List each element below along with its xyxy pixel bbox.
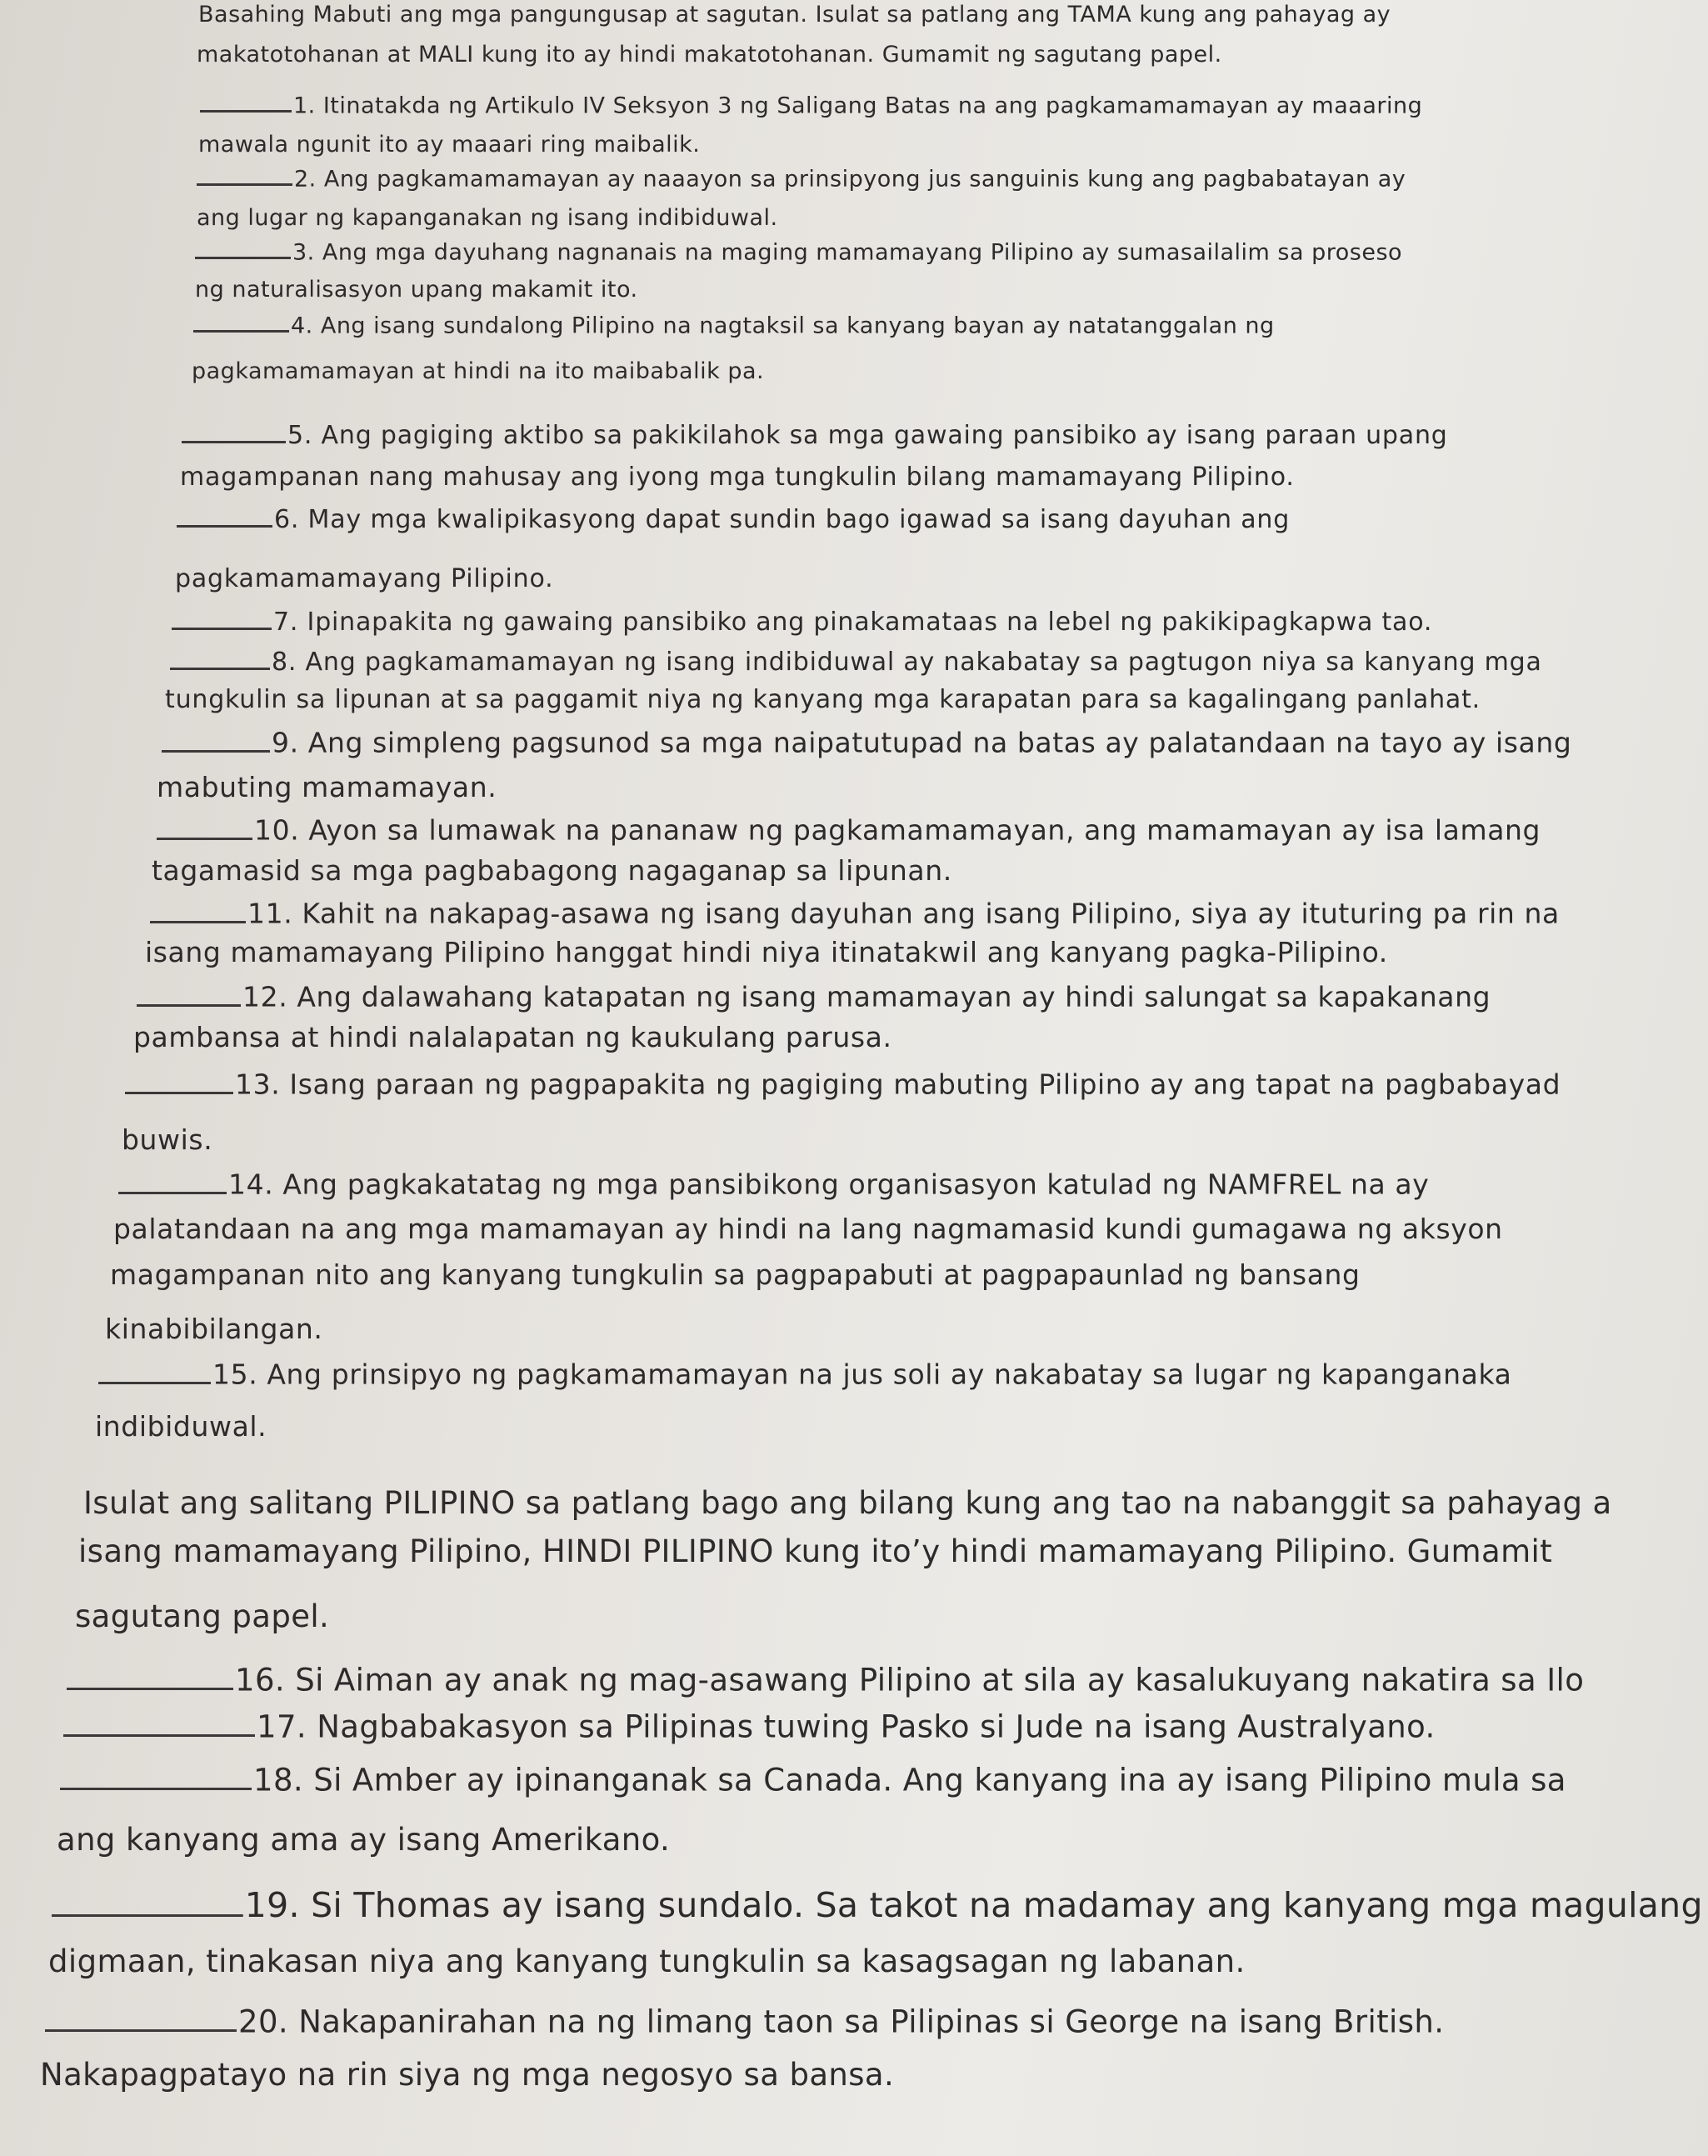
answer-blank-2[interactable] xyxy=(197,163,292,186)
item-5-line-2: magampanan nang mahusay ang iyong mga tungkulin bilang mamamayang Pilipino. xyxy=(180,463,1295,492)
instructions-line-2: makatotohanan at MALI kung ito ay hindi makatotohanan. Gumamit ng sagutang papel. xyxy=(197,42,1222,68)
instructions-line-1: Basahing Mabuti ang mga pangungusap at sagutan. Isulat sa patlang ang TAMA kung ang pahayag ay xyxy=(198,2,1391,28)
item-12-line-2: pambansa at hindi nalalapatan ng kaukulang parusa. xyxy=(133,1021,892,1053)
item-9-line-1: 9. Ang simpleng pagsunod sa mga naipatutupad na batas ay palatandaan na tayo ay isang xyxy=(162,725,1571,759)
answer-blank-8[interactable] xyxy=(170,645,270,670)
item-3-line-1: 3. Ang mga dayuhang nagnanais na maging mamamayang Pilipino ay sumasailalim sa proseso xyxy=(195,237,1402,265)
answer-blank-6[interactable] xyxy=(177,503,272,528)
answer-blank-3[interactable] xyxy=(195,237,291,259)
instructions-2-line-3: sagutang papel. xyxy=(75,1598,330,1634)
item-12-line-1: 12. Ang dalawahang katapatan ng isang mamamayan ay hindi salungat sa kapakanang xyxy=(137,979,1491,1013)
answer-blank-16[interactable] xyxy=(67,1660,233,1690)
answer-blank-9[interactable] xyxy=(162,725,270,753)
item-17-line-1: 17. Nagbabakasyon sa Pilipinas tuwing Pasko si Jude na isang Australyano. xyxy=(63,1707,1436,1744)
answer-blank-13[interactable] xyxy=(125,1067,233,1094)
item-14-line-1: 14. Ang pagkakatatag ng mga pansibikong organisasyon katulad ng NAMFREL na ay xyxy=(118,1167,1429,1201)
item-13-line-2: buwis. xyxy=(122,1123,213,1156)
item-14-line-4: kinabibilangan. xyxy=(105,1313,323,1345)
item-15-line-1: 15. Ang prinsipyo ng pagkamamamayan na jus soli ay nakabatay sa lugar ng kapanganaka xyxy=(98,1357,1511,1391)
answer-blank-11[interactable] xyxy=(150,896,246,923)
answer-blank-14[interactable] xyxy=(118,1167,227,1194)
item-2-line-2: ang lugar ng kapanganakan ng isang indibiduwal. xyxy=(197,205,778,231)
answer-blank-19[interactable] xyxy=(52,1883,243,1917)
item-18-line-1: 18. Si Amber ay ipinanganak sa Canada. Ang kanyang ina ay isang Pilipino mula sa xyxy=(60,1760,1566,1798)
item-18-line-2: ang kanyang ama ay isang Amerikano. xyxy=(57,1822,671,1858)
item-6-line-1: 6. May mga kwalipikasyong dapat sundin bago igawad sa isang dayuhan ang xyxy=(177,503,1290,534)
item-15-line-2: indibiduwal. xyxy=(95,1410,267,1443)
item-3-line-2: ng naturalisasyon upang makamit ito. xyxy=(195,277,638,303)
answer-blank-7[interactable] xyxy=(172,605,272,630)
answer-blank-5[interactable] xyxy=(182,418,286,443)
item-19-line-1: 19. Si Thomas ay isang sundalo. Sa takot na madamay ang kanyang mga magulang xyxy=(52,1883,1703,1925)
instructions-2-line-1: Isulat ang salitang PILIPINO sa patlang bago ang bilang kung ang tao na nabanggit sa pahayag a xyxy=(83,1485,1612,1521)
item-8-line-2: tungkulin sa lipunan at sa paggamit niya ng kanyang mga karapatan para sa kagalingang panlahat. xyxy=(165,685,1481,714)
item-14-line-3: magampanan nito ang kanyang tungkulin sa pagpapabuti at pagpapaunlad ng bansang xyxy=(110,1258,1361,1291)
item-10-line-1: 10. Ayon sa lumawak na pananaw ng pagkamamamayan, ang mamamayan ay isa lamang xyxy=(157,813,1541,847)
item-8-line-1: 8. Ang pagkamamamayan ng isang indibiduwal ay nakabatay sa pagtugon niya sa kanyang mga xyxy=(170,645,1542,677)
item-13-line-1: 13. Isang paraan ng pagpapakita ng pagiging mabuting Pilipino ay ang tapat na pagbabayad xyxy=(125,1067,1561,1101)
instructions-2-line-2: isang mamamayang Pilipino, HINDI PILIPINO kung ito’y hindi mamamayang Pilipino. Gumamit xyxy=(78,1533,1553,1569)
answer-blank-12[interactable] xyxy=(137,979,241,1007)
answer-blank-10[interactable] xyxy=(157,813,252,840)
item-1-line-1: 1. Itinatakda ng Artikulo IV Seksyon 3 ng Saligang Batas na ang pagkamamamayan ay maaaring xyxy=(200,90,1422,118)
item-5-line-1: 5. Ang pagiging aktibo sa pakikilahok sa mga gawaing pansibiko ay isang paraan upang xyxy=(182,418,1448,450)
item-20-line-2: Nakapagpatayo na rin siya ng mga negosyo sa bansa. xyxy=(40,2057,895,2093)
item-16-line-1: 16. Si Aiman ay anak ng mag-asawang Pilipino at sila ay kasalukuyang nakatira sa Ilo xyxy=(67,1660,1584,1698)
answer-blank-20[interactable] xyxy=(45,2002,237,2032)
item-6-line-2: pagkamamamayang Pilipino. xyxy=(175,564,554,593)
item-20-line-1: 20. Nakapanirahan na ng limang taon sa Pilipinas si George na isang British. xyxy=(45,2002,1444,2039)
item-11-line-2: isang mamamayang Pilipino hanggat hindi niya itinatakwil ang kanyang pagka-Pilipino. xyxy=(145,936,1388,968)
answer-blank-1[interactable] xyxy=(200,90,292,113)
answer-blank-18[interactable] xyxy=(60,1760,252,1790)
item-19-line-2: digmaan, tinakasan niya ang kanyang tungkulin sa kasagsagan ng labanan. xyxy=(48,1943,1246,1979)
answer-blank-4[interactable] xyxy=(193,310,289,333)
item-2-line-1: 2. Ang pagkamamamayan ay naaayon sa prinsipyong jus sanguinis kung ang pagbabatayan ay xyxy=(197,163,1406,192)
item-4-line-2: pagkamamamayan at hindi na ito maibabalik pa. xyxy=(192,358,765,384)
item-7-line-1: 7. Ipinapakita ng gawaing pansibiko ang pinakamataas na lebel ng pakikipagkapwa tao. xyxy=(172,605,1432,637)
item-14-line-2: palatandaan na ang mga mamamayan ay hindi na lang nagmamasid kundi gumagawa ng aksyon xyxy=(113,1213,1503,1245)
item-9-line-2: mabuting mamamayan. xyxy=(157,771,497,803)
item-4-line-1: 4. Ang isang sundalong Pilipino na nagtaksil sa kanyang bayan ay natatanggalan ng xyxy=(193,310,1275,338)
item-10-line-2: tagamasid sa mga pagbabagong nagaganap sa lipunan. xyxy=(152,854,952,887)
item-11-line-1: 11. Kahit na nakapag-asawa ng isang dayuhan ang isang Pilipino, siya ay ituturing pa rin na xyxy=(150,896,1560,930)
answer-blank-15[interactable] xyxy=(98,1357,211,1384)
item-1-line-2: mawala ngunit ito ay maaari ring maibalik. xyxy=(198,132,701,158)
answer-blank-17[interactable] xyxy=(63,1707,255,1737)
